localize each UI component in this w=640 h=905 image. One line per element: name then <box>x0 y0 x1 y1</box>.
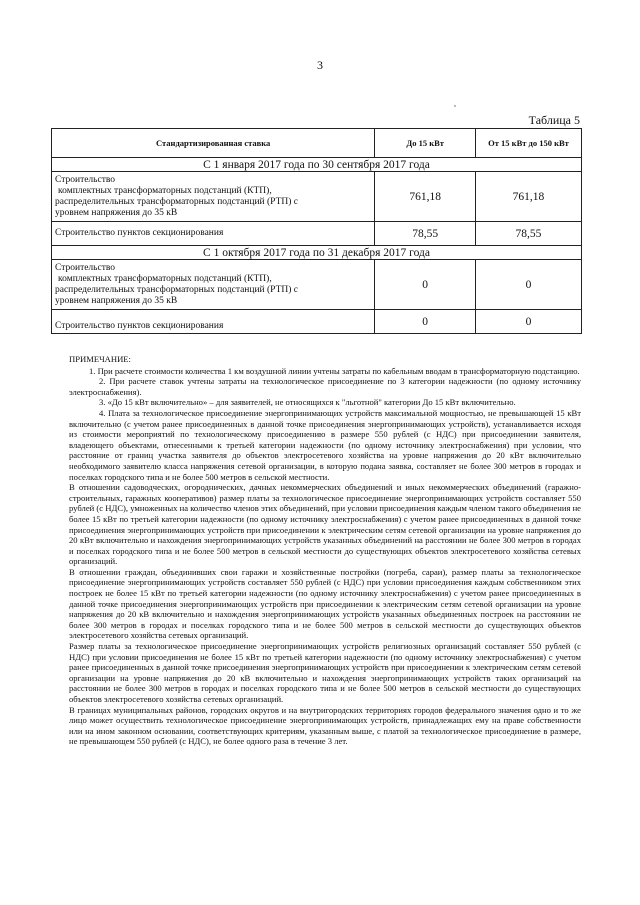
rates-table <box>51 128 582 334</box>
row-name-line: Строительство <box>55 262 116 273</box>
row-name-line: комплектных трансформаторных подстанций (КТП), <box>58 273 272 284</box>
row-name-line: Строительство пунктов секционирования <box>55 228 224 238</box>
row-name <box>52 310 375 334</box>
value-up-to-15: 0 <box>375 260 476 310</box>
period-row <box>52 158 582 172</box>
note-paragraph-gardening: В отношении садоводческих, огороднических, дачных некоммерческих объединений и иных некоммерческих объединений (гаражно-строительных, гаражных кооперативов) размер платы за технологическое присоединение энергопринимающих устройств составляет 550 рублей (с НДС), умноженных на количество членов этих объединений, при условии присоединения каждым членом такого объединения не более 15 кВт по третьей категории надежности (по одному источнику электроснабжения) с учетом ранее присоединенных в данной точке присоединения энергопринимающих устройств при присоединении к электрическим сетям сетевой организации на уровне напряжения до 20 кВт включительно и нахождения энергопринимающих устройств указанных объединений на расстоянии не более 300 метров в городах и поселках городского типа и не более 500 метров в сельской местности до существующих объектов электросетевого хозяйства сетевых организаций. <box>69 482 581 567</box>
value-15-to-150: 761,18 <box>475 172 581 222</box>
period-label: С 1 октября 2017 года по 31 декабря 2017 года <box>52 246 582 260</box>
value-up-to-15: 761,18 <box>375 172 476 222</box>
table-row <box>52 222 582 246</box>
row-name-line: уровнем напряжения до 35 кВ <box>55 207 178 218</box>
period-row <box>52 246 582 260</box>
row-name-line: Строительство <box>55 174 116 185</box>
table-row <box>52 310 582 334</box>
row-name <box>52 172 375 222</box>
row-name-line: распределительных трансформаторных подстанций (РТП) с <box>55 284 299 295</box>
note-2: 2. При расчете ставок учтены затраты на технологическое присоединение по 3 категории надежности (по одному источнику электроснабжения). <box>69 376 581 397</box>
row-name-line: комплектных трансформаторных подстанций (КТП), <box>58 185 272 196</box>
note-3: 3. «До 15 кВт включительно» – для заявителей, не относящихся к "льготной" категории До 15 кВт включительно. <box>99 397 516 408</box>
row-name-line: Строительство пунктов секционирования <box>55 321 224 331</box>
value-15-to-150: 0 <box>475 260 581 310</box>
value-up-to-15: 78,55 <box>375 222 476 246</box>
row-name-line: уровнем напряжения до 35 кВ <box>55 295 178 306</box>
note-paragraph-municipal: В границах муниципальных районов, городских округов и на внутригородских территориях городов федерального значения одно и то же лицо может осуществить технологическое присоединение энергопринимающих устройств, принадлежащих ему на праве собственности или на ином законном основании, соответствующих критериям, указанным выше, с платой за технологическое присоединение в размере, не превышающем 550 рублей (с НДС), не более одного раза в течение 3 лет. <box>69 704 581 747</box>
header-15-to-150: От 15 кВт до 150 кВт <box>475 129 581 158</box>
note-paragraph-garages: В отношении граждан, объединивших свои гаражи и хозяйственные постройки (погреба, сараи), размер платы за технологическое присоединение энергопринимающих устройств составляет 550 рублей (с НДС) при условии присоединения каждым собственником этих построек не более 15 кВт по третьей категории надежности (по одному источнику электроснабжения) с учетом ранее присоединенных в данной точке присоединения энергопринимающих устройств при присоединении к электрическим сетям сетевой организации на уровне напряжения до 20 кВ включительно и нахождения энергопринимающих устройств указанных объединенных построек на расстоянии не более 300 метров в городах и поселках городского типа и не более 500 метров в сельской местности до существующих объектов электросетевого хозяйства сетевых организаций. <box>69 566 581 641</box>
header-rate: Стандартизированная ставка <box>52 129 375 158</box>
page-number: 3 <box>317 58 323 72</box>
table-row <box>52 260 582 310</box>
scan-speck <box>454 105 456 107</box>
table-row <box>52 172 582 222</box>
notes-heading: ПРИМЕЧАНИЕ: <box>69 354 131 364</box>
note-1: 1. При расчете стоимости количества 1 км воздушной линии учтены затраты по кабельным вводам в трансформаторную подстанцию. <box>89 365 580 376</box>
notes-section <box>69 354 581 747</box>
note-4: 4. Плата за технологическое присоединение энергопринимающих устройств максимальной мощностью, не превышающей 15 кВт включительно (с учетом ранее присоединенных в данной точке присоединения энергопринимающих устройств), устанавливается исходя из стоимости мероприятий по технологическому присоединению в размере 550 рублей (с НДС) при присоединении заявителя, владеющего объектами, отнесенными к третьей категории надежности (по одному источнику электроснабжения) при условии, что расстояние от границ участка заявителя до объектов электросетевого хозяйства на уровне напряжения до 20 кВт включительно необходимого заявителю класса напряжения сетевой организации, в которую подана заявка, составляет не более 300 метров в городах и поселках городского типа и не более 500 метров в сельской местности. <box>69 407 581 482</box>
note-paragraph-religious: Размер платы за технологическое присоединение энергопринимающих устройств религиозных организаций составляет 550 рублей (с НДС) при условии присоединения не более 15 кВт по третьей категории надежности (по одному источнику электроснабжения) с учетом ранее присоединенных в данной точке присоединения энергопринимающих устройств при присоединении к электрическим сетям сетевой организации на уровне напряжения до 20 кВ включительно и нахождения энергопринимающих устройств таких организаций на расстоянии не более 300 метров в городах и поселках городского типа и не более 500 метров в сельской местности до существующих объектов электросетевого хозяйства сетевых организаций. <box>69 641 581 704</box>
value-15-to-150: 0 <box>475 310 581 334</box>
value-up-to-15: 0 <box>375 310 476 334</box>
period-label: С 1 января 2017 года по 30 сентября 2017 года <box>52 158 582 172</box>
row-name-line: распределительных трансформаторных подстанций (РТП) с <box>55 196 299 207</box>
header-up-to-15: До 15 кВт <box>375 129 476 158</box>
row-name <box>52 260 375 310</box>
table-label: Таблица 5 <box>528 113 580 127</box>
table-header-row <box>52 129 582 158</box>
value-15-to-150: 78,55 <box>475 222 581 246</box>
row-name <box>52 222 375 246</box>
